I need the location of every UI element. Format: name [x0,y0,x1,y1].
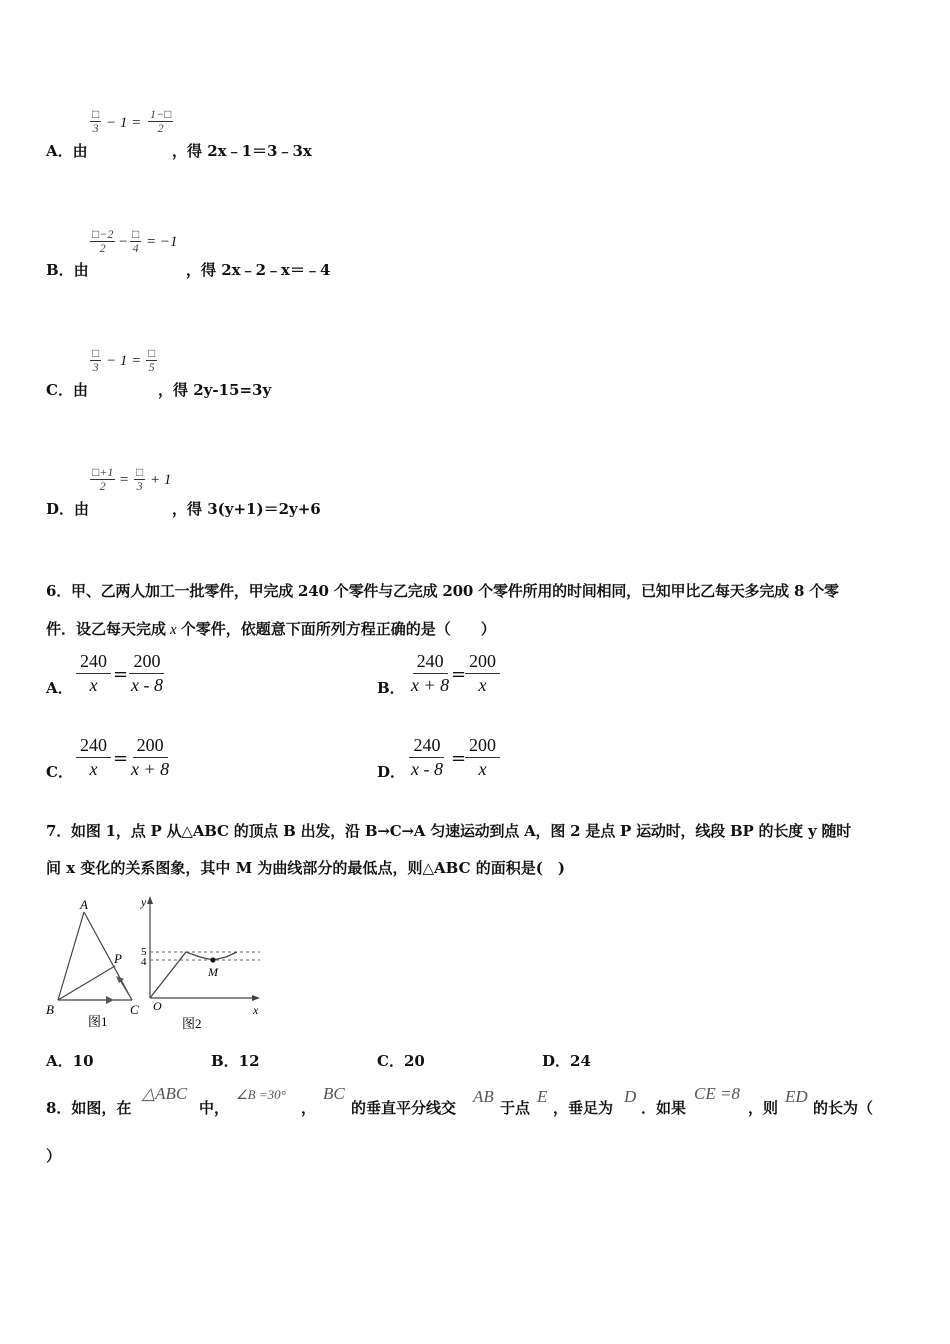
q7-stem-line1: 7．如图 1，点 P 从△ABC 的顶点 B 出发，沿 B→C→A 匀速运动到点 A，图 2 是点 P 运动时，线段 BP 的长度 y 随时 [46,822,852,840]
q7-option-b: B．12 [211,1052,260,1070]
label-p: P [114,951,122,966]
q5-c-frac2: □ 5 [148,346,156,374]
label-c: C [130,1002,139,1017]
arrow-c-to-a-line [120,980,129,995]
q6-d-frac-right: $\frac{200}{x}$ [465,734,500,780]
q8-lead: 8．如图，在 [46,1099,132,1117]
q8-e: E [537,1087,548,1106]
q8-close-paren: ） [46,1147,62,1165]
q5-b-frac1: $\frac{□-2}{2}$ [92,227,114,255]
q5-d-frac1: $\frac{□+1}{2}$ [92,465,114,493]
q8-angle-b: ∠B =30° [236,1087,286,1102]
q8-ab: AB [473,1087,494,1106]
q5-option-d-label: D．由 [46,500,90,518]
q8-ed: ED [785,1087,808,1106]
point-m [210,957,215,962]
q6-c-eq: = [113,748,129,769]
q6-c-frac-left: $\frac{240}{x}$ [76,734,111,780]
q5-option-a-label: A．由 [46,142,88,160]
q5-a-frac2: $\frac{1-□}{2}$ [150,107,172,135]
q6-option-c-label: C． [46,763,73,781]
q6-b-eq: = [451,664,467,685]
q6-stem-line2: 件．设乙每天完成 x 个零件，依题意下面所列方程正确的是（ ） [46,620,496,638]
q7-figure-2-graph [138,894,264,1036]
q5-d-plus-one: + 1 [150,472,172,488]
q6-d-eq: = [451,748,467,769]
label-x: x [253,1003,259,1017]
q5-c-frac1: □ 3 [92,346,100,374]
q5-d-frac2: □ 3 [136,465,144,493]
label-o: O [153,999,162,1013]
arrow-b-to-c-head [106,996,114,1004]
label-y: y [141,895,147,909]
q7-figure-1-triangle [44,896,144,1032]
q6-c-frac-right: $\frac{200}{x + 8}$ [131,735,170,779]
q5-b-minus: − [118,234,129,250]
q5-a-minus-one: − 1 = [106,115,142,131]
q6-a-eq: = [113,664,129,685]
label-5: 5 [141,946,147,958]
graph-curve [150,952,237,998]
q8-text-foot: ，垂足为 [553,1099,614,1117]
q8-text-if: ．如果 [641,1099,687,1117]
q6-option-b-label: B． [377,679,405,697]
label-a: A [80,897,88,912]
triangle-side-ac [84,912,132,1000]
q7-stem-line2: 间 x 变化的关系图象，其中 M 为曲线部分的最低点，则△ABC 的面积是( ) [46,859,565,877]
q5-option-a-result: ，得 2x﹣1＝3﹣3x [172,142,312,160]
q5-option-c-result: ，得 2y-15=3y [158,381,272,399]
figure-2-caption: 图2 [182,1016,202,1031]
q6-a-frac-left: $\frac{240}{x}$ [76,650,111,696]
q8-text-point: 于点 [500,1099,531,1117]
q8-text-zhong: 中， [199,1099,230,1117]
q5-a-frac1: □ 3 [92,107,100,135]
q8-text-perp: 的垂直平分线交 [351,1099,457,1117]
q5-d-eq: = [119,472,130,488]
q6-a-frac-right: $\frac{200}{x - 8}$ [131,651,163,695]
label-m: M [208,965,218,979]
q5-b-rhs: = −1 [146,234,178,250]
label-b: B [46,1002,54,1017]
q8-ce: CE =8 [694,1084,740,1103]
figure-1-caption: 图1 [88,1014,108,1029]
q5-c-minus-one: − 1 = [106,353,142,369]
q7-option-d: D．24 [542,1052,591,1070]
q6-b-frac-right: $\frac{200}{x}$ [465,650,500,696]
label-4: 4 [141,956,147,968]
q7-option-a: A．10 [46,1052,94,1070]
q5-option-b-result: ，得 2x﹣2﹣x＝﹣4 [186,261,331,279]
q6-stem-line1: 6．甲、乙两人加工一批零件，甲完成 240 个零件与乙完成 200 个零件所用的时间相同，已知甲比乙每天多完成 8 个零 [46,582,839,600]
q6-d-frac-left: $\frac{240}{x - 8}$ [411,735,443,779]
q6-option-a-label: A． [46,679,73,697]
y-axis-arrow [147,896,153,904]
q6-option-d-label: D． [377,763,406,781]
q5-b-frac2: □ 4 [132,227,140,255]
q8-d: D [624,1087,637,1106]
q8-text-then: ，则 [748,1099,779,1117]
q8-text-len: 的长为（ [813,1099,874,1117]
x-axis-arrow [252,995,260,1001]
q8-comma: ， [301,1099,317,1117]
q5-option-c-label: C．由 [46,381,88,399]
q6-b-frac-left: $\frac{240}{x + 8}$ [411,651,450,695]
q7-option-c: C．20 [377,1052,425,1070]
q8-triangle-abc: △ABC [142,1084,188,1103]
q5-option-d-result: ，得 3(y+1)＝2y+6 [172,500,321,518]
q8-bc: BC [323,1084,345,1103]
q5-option-b-label: B．由 [46,261,89,279]
